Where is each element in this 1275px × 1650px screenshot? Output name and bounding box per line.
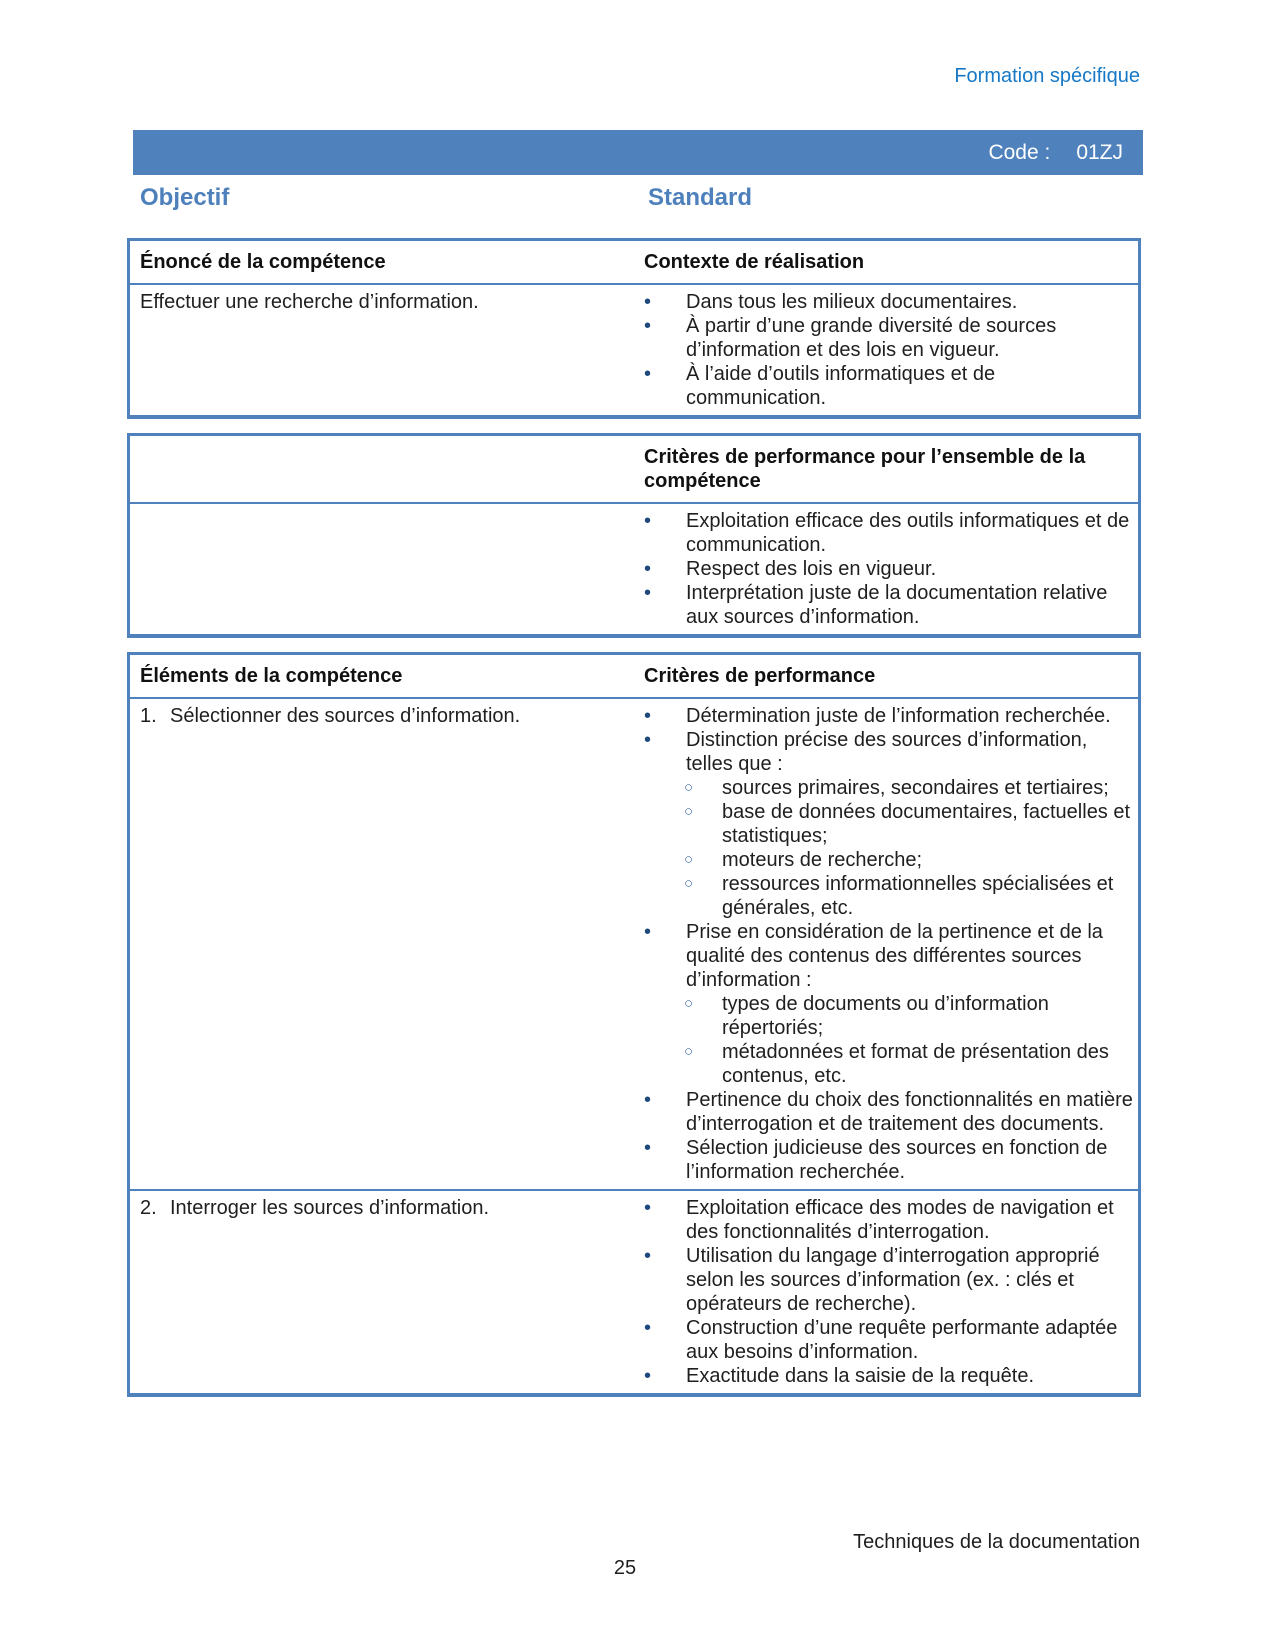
- list-item-text: ressources informationnelles spécialisées et générales, etc.: [722, 873, 1114, 919]
- list-item-text: base de données documentaires, factuelles et statistiques;: [722, 801, 1131, 847]
- table-elements-criteres: [127, 652, 1141, 1397]
- element-1: [140, 704, 636, 728]
- element-label: Interroger les sources d’information.: [170, 1197, 490, 1219]
- criteres-bullet-list-2: [644, 1191, 1138, 1393]
- bullet-item: [644, 581, 1136, 629]
- table-row: [130, 504, 1138, 634]
- bullet-item: [644, 1244, 1136, 1316]
- bullet-item: [644, 704, 1136, 728]
- list-item-text: types de documents ou d’information répertoriés;: [722, 993, 1049, 1039]
- list-item-text: Interprétation juste de la documentation relative aux sources d’information.: [686, 582, 1108, 628]
- disc-bullet-icon: •: [644, 1317, 652, 1339]
- header-enonce: Énoncé de la compétence: [140, 251, 386, 273]
- list-item-text: métadonnées et format de présentation des contenus, etc.: [722, 1041, 1109, 1087]
- list-item-text: Détermination juste de l’information recherchée.: [686, 705, 1111, 727]
- circle-bullet-icon: ○: [684, 1043, 694, 1060]
- list-item-text: Respect des lois en vigueur.: [686, 558, 937, 580]
- bullet-item: [644, 557, 1136, 581]
- list-item-text: Distinction précise des sources d’information, telles que :: [686, 729, 1088, 775]
- disc-bullet-icon: •: [644, 510, 652, 532]
- element-number: 2.: [140, 1197, 157, 1219]
- bullet-item: [644, 920, 1136, 992]
- list-item-text: Pertinence du choix des fonctionnalités en matière d’interrogation et de traitement des documents.: [686, 1089, 1133, 1135]
- list-item-text: Utilisation du langage d’interrogation approprié selon les sources d’information (ex. : clés et opérateurs de recherche).: [686, 1245, 1100, 1315]
- disc-bullet-icon: •: [644, 363, 652, 385]
- list-item-text: moteurs de recherche;: [722, 849, 923, 871]
- element-2-cell: [130, 1191, 644, 1393]
- circle-bullet-icon: ○: [684, 779, 694, 796]
- sub-bullet-item: [644, 992, 1136, 1040]
- list-item-text: Prise en considération de la pertinence et de la qualité des contenus des différentes sources d’information :: [686, 921, 1103, 991]
- disc-bullet-icon: •: [644, 729, 652, 751]
- header-elements: Éléments de la compétence: [140, 665, 403, 687]
- code-title-bar: [133, 130, 1143, 175]
- sub-bullet-item: [644, 776, 1136, 800]
- circle-bullet-icon: ○: [684, 803, 694, 820]
- criteres-ensemble-bullet-list: [644, 504, 1138, 634]
- element-label: Sélectionner des sources d’information.: [170, 705, 521, 727]
- criteres-bullet-list-1: [644, 699, 1138, 1189]
- bullet-item: [644, 1196, 1136, 1244]
- bullet-item: [644, 1088, 1136, 1136]
- list-item-text: Exactitude dans la saisie de la requête.: [686, 1365, 1034, 1387]
- sub-bullet-item: [644, 872, 1136, 920]
- competence-statement: Effectuer une recherche d’information.: [140, 291, 479, 313]
- empty-body-cell: [130, 504, 644, 634]
- element-row-2: [130, 1191, 1138, 1393]
- list-item-text: Exploitation efficace des outils informatiques et de communication.: [686, 510, 1130, 556]
- header-contexte: Contexte de réalisation: [644, 251, 865, 273]
- list-item-text: Exploitation efficace des modes de navigation et des fonctionnalités d’interrogation.: [686, 1197, 1114, 1243]
- circle-bullet-icon: ○: [684, 851, 694, 868]
- code-value: 01ZJ: [1076, 140, 1123, 164]
- bullet-item: [644, 362, 1136, 410]
- disc-bullet-icon: •: [644, 291, 652, 313]
- list-item-text: Sélection judicieuse des sources en fonction de l’information recherchée.: [686, 1137, 1108, 1183]
- table-row: [130, 285, 1138, 415]
- circle-bullet-icon: ○: [684, 875, 694, 892]
- element-number: 1.: [140, 705, 157, 727]
- disc-bullet-icon: •: [644, 315, 652, 337]
- disc-bullet-icon: •: [644, 582, 652, 604]
- contexte-bullet-list: [644, 285, 1138, 415]
- bullet-item: [644, 1136, 1136, 1184]
- disc-bullet-icon: •: [644, 1089, 652, 1111]
- table-criteres-ensemble: [127, 433, 1141, 638]
- empty-header-cell: [130, 436, 644, 502]
- page-number: 25: [613, 1557, 637, 1579]
- disc-bullet-icon: •: [644, 921, 652, 943]
- element-1-cell: [130, 699, 644, 1189]
- bullet-item: [644, 509, 1136, 557]
- standard-heading: Standard: [648, 184, 753, 211]
- table-header-row: [130, 241, 1138, 285]
- bullet-item: [644, 290, 1136, 314]
- disc-bullet-icon: •: [644, 705, 652, 727]
- bullet-item: [644, 314, 1136, 362]
- bullet-item: [644, 728, 1136, 776]
- table-enonce-contexte: [127, 238, 1141, 419]
- header-criteres: Critères de performance: [644, 665, 876, 687]
- bullet-item: [644, 1316, 1136, 1364]
- list-item-text: À partir d’une grande diversité de sources d’information et des lois en vigueur.: [686, 315, 1057, 361]
- code-label: Code :: [988, 140, 1051, 164]
- section-label: Formation spécifique: [954, 65, 1140, 87]
- element-row-1: [130, 699, 1138, 1191]
- bullet-item: [644, 1364, 1136, 1388]
- list-item-text: Construction d’une requête performante adaptée aux besoins d’information.: [686, 1317, 1118, 1363]
- list-item-text: À l’aide d’outils informatiques et de communication.: [686, 363, 996, 409]
- table-header-row: [130, 436, 1138, 504]
- sub-bullet-item: [644, 1040, 1136, 1088]
- header-criteres-ensemble: Critères de performance pour l’ensemble de la compétence: [644, 446, 1086, 492]
- disc-bullet-icon: •: [644, 558, 652, 580]
- disc-bullet-icon: •: [644, 1137, 652, 1159]
- disc-bullet-icon: •: [644, 1245, 652, 1267]
- disc-bullet-icon: •: [644, 1365, 652, 1387]
- element-2: [140, 1196, 636, 1220]
- disc-bullet-icon: •: [644, 1197, 652, 1219]
- sub-bullet-item: [644, 800, 1136, 848]
- table-header-row: [130, 655, 1138, 699]
- objectif-heading: Objectif: [140, 184, 230, 211]
- footer-text: Techniques de la documentation: [853, 1531, 1140, 1553]
- circle-bullet-icon: ○: [684, 995, 694, 1012]
- list-item-text: Dans tous les milieux documentaires.: [686, 291, 1018, 313]
- sub-bullet-item: [644, 848, 1136, 872]
- list-item-text: sources primaires, secondaires et tertiaires;: [722, 777, 1109, 799]
